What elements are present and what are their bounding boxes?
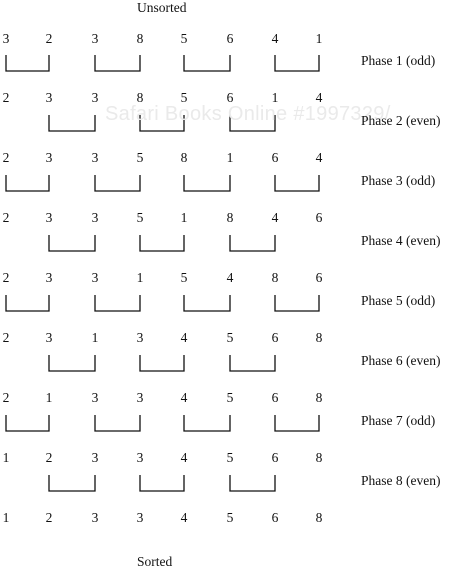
value-cell: 8 — [180, 150, 188, 165]
value-cell: 3 — [136, 450, 144, 465]
value-cell: 6 — [271, 390, 279, 405]
value-cell: 5 — [136, 150, 144, 165]
compare-exchange-bracket — [49, 115, 95, 131]
value-cell: 4 — [180, 510, 188, 525]
value-cell: 3 — [91, 510, 99, 525]
sorted-title: Sorted — [137, 554, 173, 569]
phase-label: Phase 3 (odd) — [361, 173, 436, 188]
compare-exchange-bracket — [184, 175, 230, 191]
value-cell: 3 — [91, 270, 99, 285]
compare-exchange-bracket — [275, 295, 319, 311]
value-cell: 6 — [271, 150, 279, 165]
value-cell: 6 — [271, 450, 279, 465]
compare-exchange-bracket — [140, 475, 184, 491]
compare-exchange-bracket — [140, 235, 184, 251]
value-cell: 2 — [2, 210, 10, 225]
compare-exchange-bracket — [6, 295, 49, 311]
compare-exchange-bracket — [275, 175, 319, 191]
value-cell: 3 — [91, 31, 99, 46]
value-cell: 4 — [315, 90, 323, 105]
value-cell: 5 — [226, 450, 234, 465]
value-cell: 4 — [315, 150, 323, 165]
value-cell: 3 — [45, 330, 53, 345]
phase-label: Phase 2 (even) — [361, 113, 441, 128]
value-cell: 2 — [2, 270, 10, 285]
value-cell: 8 — [315, 390, 323, 405]
phase-label: Phase 5 (odd) — [361, 293, 436, 308]
value-cell: 1 — [315, 31, 323, 46]
value-cell: 8 — [315, 510, 323, 525]
value-cell: 5 — [180, 31, 188, 46]
value-cell: 6 — [315, 210, 323, 225]
value-cell: 2 — [45, 31, 53, 46]
value-cell: 5 — [226, 390, 234, 405]
watermark: Safari Books Online #1997329/ — [105, 103, 391, 125]
value-cell: 3 — [45, 210, 53, 225]
value-cell: 6 — [271, 330, 279, 345]
value-cell: 2 — [2, 150, 10, 165]
phase-label: Phase 6 (even) — [361, 353, 441, 368]
value-cell: 3 — [45, 270, 53, 285]
value-cell: 6 — [226, 31, 234, 46]
value-cell: 8 — [136, 31, 144, 46]
value-cell: 2 — [45, 510, 53, 525]
value-cell: 3 — [91, 210, 99, 225]
value-cell: 1 — [226, 150, 234, 165]
value-cell: 4 — [180, 450, 188, 465]
value-cell: 2 — [2, 90, 10, 105]
compare-exchange-bracket — [275, 415, 319, 431]
value-cell: 1 — [45, 390, 53, 405]
compare-exchange-bracket — [184, 295, 230, 311]
value-cell: 5 — [226, 510, 234, 525]
value-cell: 5 — [226, 330, 234, 345]
compare-exchange-bracket — [95, 415, 140, 431]
value-cell: 4 — [226, 270, 234, 285]
value-cell: 4 — [180, 390, 188, 405]
value-cell: 2 — [2, 390, 10, 405]
value-cell: 3 — [2, 31, 10, 46]
compare-exchange-bracket — [230, 235, 275, 251]
value-cell: 8 — [315, 330, 323, 345]
value-cell: 5 — [180, 90, 188, 105]
phase-label: Phase 8 (even) — [361, 473, 441, 488]
value-cell: 8 — [271, 270, 279, 285]
compare-exchange-bracket — [184, 55, 230, 71]
compare-exchange-bracket — [6, 415, 49, 431]
compare-exchange-bracket — [49, 235, 95, 251]
unsorted-title: Unsorted — [137, 0, 187, 15]
value-cell: 4 — [271, 210, 279, 225]
compare-exchange-bracket — [6, 55, 49, 71]
value-cell: 6 — [271, 510, 279, 525]
value-cell: 1 — [2, 510, 10, 525]
value-cell: 3 — [91, 450, 99, 465]
value-cell: 5 — [136, 210, 144, 225]
value-cell: 4 — [180, 330, 188, 345]
phase-label: Phase 4 (even) — [361, 233, 441, 248]
compare-exchange-bracket — [140, 355, 184, 371]
compare-exchange-bracket — [49, 475, 95, 491]
value-cell: 2 — [2, 330, 10, 345]
value-cell: 1 — [91, 330, 99, 345]
compare-exchange-bracket — [275, 55, 319, 71]
compare-exchange-bracket — [184, 415, 230, 431]
value-cell: 3 — [45, 150, 53, 165]
value-cell: 3 — [91, 90, 99, 105]
value-cell: 1 — [271, 90, 279, 105]
value-cell: 8 — [136, 90, 144, 105]
compare-exchange-bracket — [6, 175, 49, 191]
phase-label: Phase 1 (odd) — [361, 53, 436, 68]
value-cell: 5 — [180, 270, 188, 285]
value-cell: 2 — [45, 450, 53, 465]
value-cell: 8 — [315, 450, 323, 465]
compare-exchange-bracket — [95, 55, 140, 71]
value-cell: 4 — [271, 31, 279, 46]
value-cell: 3 — [45, 90, 53, 105]
compare-exchange-bracket — [95, 295, 140, 311]
compare-exchange-bracket — [95, 175, 140, 191]
value-cell: 1 — [180, 210, 188, 225]
compare-exchange-bracket — [49, 355, 95, 371]
value-cell: 1 — [2, 450, 10, 465]
phase-label: Phase 7 (odd) — [361, 413, 436, 428]
value-cell: 3 — [136, 330, 144, 345]
value-cell: 8 — [226, 210, 234, 225]
compare-exchange-bracket — [230, 355, 275, 371]
value-cell: 3 — [91, 150, 99, 165]
value-cell: 6 — [315, 270, 323, 285]
value-cell: 3 — [136, 390, 144, 405]
value-cell: 1 — [136, 270, 144, 285]
value-cell: 6 — [226, 90, 234, 105]
value-cell: 3 — [136, 510, 144, 525]
compare-exchange-bracket — [230, 475, 275, 491]
value-cell: 3 — [91, 390, 99, 405]
